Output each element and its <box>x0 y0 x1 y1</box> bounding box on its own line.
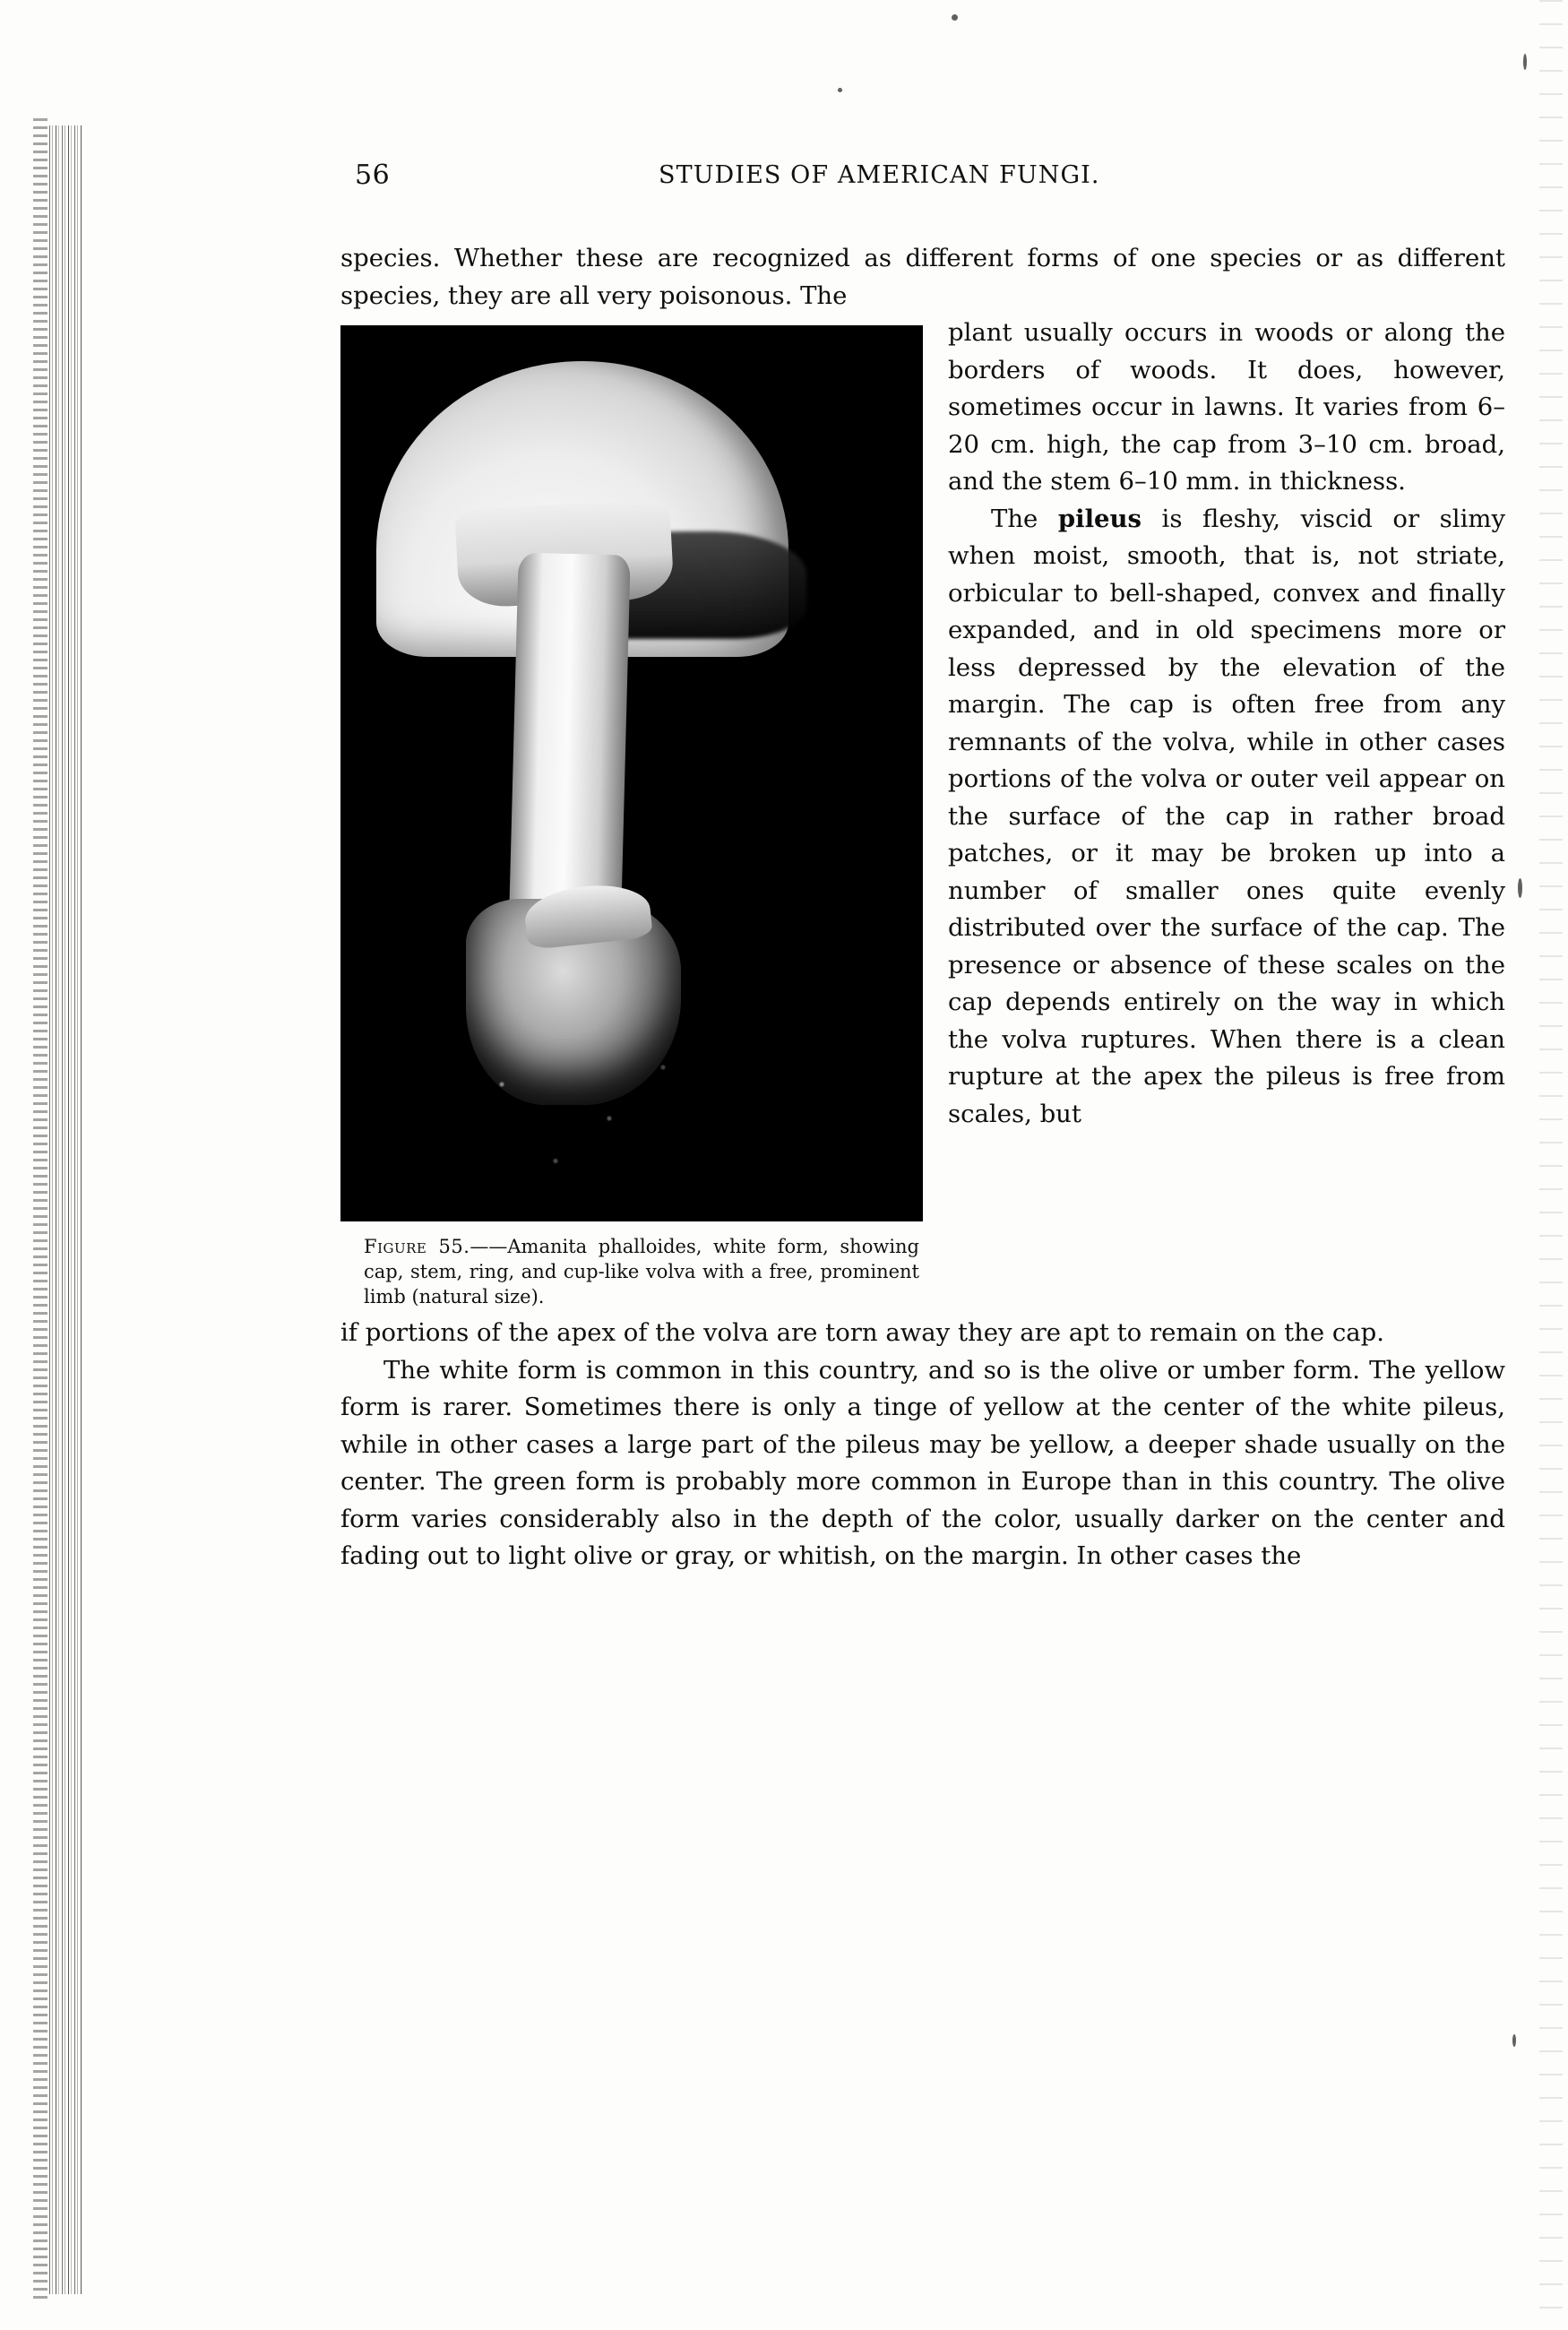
paragraph-last: The white form is common in this country, and so is the olive or umber form. The yellow form is rarer. Sometimes there is only a tinge of yellow at the center of the white pileus, while in other cases a large part of the pileus may be yellow, a deeper shade usually on the center. The green form is probably more common in Europe than in this country. The olive form varies considerably also in the depth of the color, usually darker on the center and fading out to light olive or gray, or whitish, on the margin. In other cases the <box>340 1355 1505 1570</box>
page-right-edge-artifact <box>1539 0 1563 2330</box>
book-binding-artifact <box>49 125 83 2294</box>
figure-caption <box>340 1234 919 1309</box>
paragraph-top: species. Whether these are recognized as different forms of one species or as different species, they are all very poisonous. The <box>340 244 1505 310</box>
paragraph-right-1: plant usually occurs in woods or along the borders of woods. It does, however, sometimes occur in lawns. It varies from 6–20 cm. high, the cap from 3–10 cm. broad, and the stem 6–10 mm. in thickness. <box>948 318 1505 496</box>
figure-55 <box>340 325 923 1309</box>
page-number: 56 <box>355 160 391 191</box>
paragraph-after-figure: if portions of the apex of the volva are torn away they are apt to remain on the cap. <box>340 1318 1385 1347</box>
figure-label: Figure 55. <box>364 1236 470 1257</box>
paragraph-right-2-lead: The <box>991 504 1058 533</box>
figure-photograph <box>340 325 923 1221</box>
text-block <box>340 240 1505 1315</box>
running-head <box>340 152 1505 206</box>
scan-speck <box>1523 54 1527 70</box>
figure-caption-dash: —— <box>470 1236 508 1257</box>
page-content <box>340 152 1505 1575</box>
photo-grain <box>448 1033 717 1204</box>
text-block-tail <box>340 1315 1505 1575</box>
scan-speck <box>838 88 842 92</box>
scan-speck <box>1512 2034 1516 2047</box>
paragraph-right-2-rest: is fleshy, viscid or slimy when moist, smooth, that is, not striate, orbicular to bell-shaped, convex and finally expanded, and in old specimens more or less depressed by the elevation of the margin. The cap is often free from any remnants of the volva, while in other cases portions of the volva or outer veil appear on the surface of the cap in rather broad patches, or it may be broken up into a number of smaller ones quite evenly distributed over the surface of the cap. The presence or absence of these scales on the cap depends entirely on the way in which the volva ruptures. When there is a clean rupture at the apex the pileus is free from scales, but <box>948 504 1505 1128</box>
term-pileus: pileus <box>1057 504 1142 533</box>
scan-speck <box>952 14 958 21</box>
figure-caption-text: Amanita phalloides, white form, showing cap, stem, ring, and cup-like volva with a free, prominent limb (natural size). <box>364 1236 919 1307</box>
running-title: STUDIES OF AMERICAN FUNGI. <box>659 161 1100 189</box>
scan-speck <box>1518 878 1522 898</box>
